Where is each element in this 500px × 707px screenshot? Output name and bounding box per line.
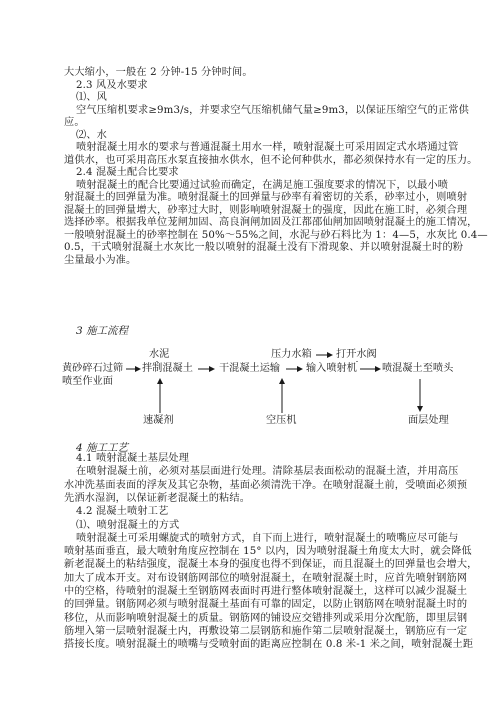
text-line: 先洒水湿润，以保证新老混凝土的粘结。 bbox=[64, 492, 251, 504]
text-line: 4.2 混凝土喷射工艺 bbox=[76, 506, 169, 518]
flow-node-accelerator: 速凝剂 bbox=[143, 415, 174, 426]
text-line: 射混凝土的回弹量为准。喷射混凝土的回弹量与砂率有着密切的关系，砂率过小，则喷射 bbox=[64, 192, 468, 203]
text-line: 喷射混凝土的配合比要通过试验而确定，在满足施工强度要求的情况下，以最小喷 bbox=[76, 179, 449, 191]
text-line: 搭接长度。喷射混凝土的喷嘴与受喷射面的距离应控制在 0.8 米-1 米之间，喷射混凝土距 bbox=[64, 639, 474, 651]
text-line: 在喷射混凝土前，必须对基层面进行处理。清除基层表面松动的混凝土渣，并用高压 bbox=[76, 466, 459, 478]
flow-node-prep-work: 喷至作业面 bbox=[62, 376, 113, 387]
text-line: 选择砂率。根据我单位茏闸加固、高良涧闸加固及江都邵仙闸加固喷射混凝土的施工情况， bbox=[64, 217, 478, 228]
text-line: 混凝土的回弹量增大，砂率过大时，则影响喷射混凝土的强度，因此在施工时，必须合理 bbox=[64, 204, 468, 216]
flow-node-dry-transport: 干混凝土运输 bbox=[219, 363, 281, 374]
flow-node-surface-treatment: 面层处理 bbox=[408, 415, 449, 426]
text-line: ⑵、水 bbox=[76, 129, 108, 141]
text-line: 喷射基面垂直，最大喷射角度应控制在 15° 以内，因为喷射混凝土角度太大时，就会降低 bbox=[64, 546, 472, 558]
text-line: 4.1 喷射混凝土基层处理 bbox=[76, 453, 190, 464]
text-line: 移位，从而影响喷射混凝土的质量。钢筋网的铺设应交错排列或采用分次配筋，即里层钢 bbox=[64, 612, 468, 624]
text-line: 加大了成本开支。对布设钢筋网部位的喷射混凝土，在喷射混凝土时，应首先喷射钢筋网 bbox=[64, 572, 468, 584]
text-line: 大大缩小，一般在 2 分钟-15 分钟时间。 bbox=[64, 67, 253, 78]
text-line: 道供水，也可采用高压水泵直接抽水供水，但不论何种供水，都必须保持水有一定的压力。 bbox=[64, 154, 478, 166]
flow-node-pressure-tank: 压力水箱 bbox=[271, 349, 312, 360]
text-line: 2.4 混凝土配合比要求 bbox=[76, 167, 179, 178]
text-line: 筋埋入第一层喷射混凝土内，再敷设第二层钢筋和施作第二层喷射混凝土，钢筋应有一定 bbox=[64, 625, 468, 637]
text-line: 空气压缩机要求≥9m3/s，并要求空气压缩机储气量≥9m3，以保证压缩空气的正常供 bbox=[76, 104, 469, 116]
text-line: 新老混凝土的粘结强度，混凝土本身的强度也得不到保证，而且混凝土的回弹量也会增大， bbox=[64, 559, 478, 571]
text-line: 尘量最小为准。 bbox=[64, 254, 137, 266]
flow-node-cement: 水泥 bbox=[149, 349, 170, 360]
flow-node-air-compressor: 空压机 bbox=[266, 415, 297, 426]
text-line: ⑴、喷射混凝土的方式 bbox=[76, 519, 180, 531]
flow-node-gravel-sieve: 黄砂碎石过筛 bbox=[62, 363, 124, 374]
section-4-heading: 4 施工工艺 bbox=[76, 442, 129, 454]
flow-node-mix-concrete: 拌制混凝土 bbox=[142, 363, 193, 374]
flow-node-spray-to-nozzle: 喷混凝土至喷头 bbox=[382, 363, 454, 374]
section-3-heading: 3 施工流程 bbox=[76, 325, 129, 337]
text-line: 2.3 风及水要求 bbox=[76, 79, 148, 91]
text-line: 中的空格，待喷射的混凝土至钢筋网表面时再进行整体喷射混凝土，这样可以减少混凝土 bbox=[64, 586, 468, 597]
text-line: 水冲洗基面表面的浮灰及其它杂物，基面必须清洗干净。在喷射混凝土前，受喷面必须预 bbox=[64, 479, 468, 491]
text-line: 的回弹量。钢筋网必须与喷射混凝土基面有可靠的固定，以防止钢筋网在喷射混凝土时的 bbox=[64, 599, 468, 611]
text-line: 0.5，干式喷射混凝土水灰比一般以喷射的混凝土没有下滑现象、并以喷射混凝土时的粉 bbox=[64, 242, 464, 253]
flow-node-open-valve: 打开水阀 bbox=[336, 349, 377, 360]
text-line: 应。 bbox=[64, 117, 85, 128]
flow-node-input-sprayer: 输入喷射机 bbox=[306, 363, 357, 374]
text-line: ⑴、风 bbox=[76, 92, 108, 103]
text-line: 喷射混凝土用水的要求与普通混凝土用水一样，喷射混凝土可采用固定式水塔通过管 bbox=[76, 142, 459, 153]
text-line: 一般喷射混凝土的砂率控制在 50%～55%之间，水泥与砂石料比为 1：4—5，水灰比 0.4— bbox=[64, 229, 488, 241]
text-line: 喷射混凝土可采用螺旋式的喷射方式，自下而上进行，喷射混凝土的喷嘴应尽可能与 bbox=[76, 532, 459, 544]
